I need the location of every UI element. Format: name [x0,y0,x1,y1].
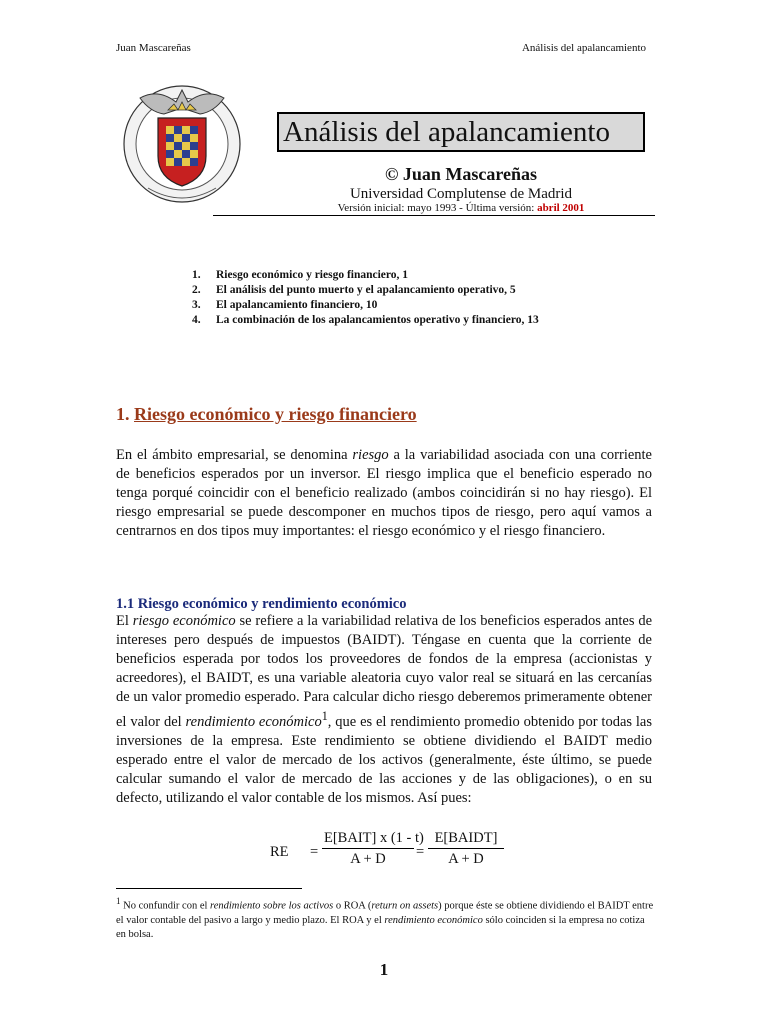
university-seal-logo [118,78,246,206]
paragraph-text: se refiere a la variabilidad relativa de los beneficios esperados antes de intereses pero después de impuestos (BAIDT). Téngase en cuenta que la corriente de beneficios esperada por todos los proveedores de fondos de la empresa (accionistas y acreedores), el BAIDT, es una variable aleatoria cuyo valor real se situará en las cercanías de un valor promedio esperado. Para calcular dicho riesgo deberemos primeramente obtener el valor del [116,613,653,730]
footnote-rule [116,888,302,889]
emphasis-text: rendimiento sobre los activos [210,900,334,912]
formula-equals: = [310,844,319,860]
emphasis-text: riesgo [352,447,389,463]
toc-item [192,298,539,313]
formula-equals: = [416,844,425,860]
university-name: Universidad Complutense de Madrid [349,186,573,202]
footnote-text: No confundir con el [120,900,211,912]
section-paragraph [116,446,652,541]
toc-item-number: 2. [192,284,201,296]
section-number: 1. [116,404,134,424]
footnote [116,894,656,942]
formula-fraction-1 [322,830,424,868]
emphasis-text: rendimiento económico [384,914,483,926]
emphasis-text: return on assets [371,900,439,912]
running-header-title: Análisis del apalancamiento [521,42,646,54]
emphasis-text: rendimiento económico [185,713,322,730]
document-author: © Juan Mascareñas [384,164,538,184]
re-formula [270,830,530,874]
table-of-contents [192,268,539,328]
toc-item-number: 3. [192,299,201,311]
fraction-denominator: A + D [350,851,386,867]
page-number: 1 [379,960,389,979]
toc-item [192,283,539,298]
version-date: abril 2001 [537,202,585,214]
formula-fraction-2 [428,830,504,868]
toc-item-number: 1. [192,269,201,281]
toc-item-number: 4. [192,314,201,326]
subsection-paragraph [116,612,652,808]
paragraph-text: a la variabilidad asociada con una corriente de beneficios esperados por un inversor. El riesgo implica que el beneficio esperado no tenga porqué coincidir con el beneficio realizado (ambos coincidirán si no hay riesgo). El riesgo empresarial se puede descomponer en muchos tipos de riesgo, pero aquí vamos a centrarnos en dos tipos muy importantes: el riesgo económico y el riesgo financiero. [116,447,652,539]
fraction-denominator: A + D [448,851,484,867]
subsection-heading: 1.1 Riesgo económico y rendimiento económico [116,596,407,612]
footnote-text: o ROA ( [333,900,372,912]
formula-lhs: RE [270,844,289,860]
version-line [277,202,645,214]
document-title: Análisis del apalancamiento [283,116,610,148]
fraction-numerator: E[BAIT] x (1 - t) [322,830,414,849]
document-title-box [277,112,645,152]
title-rule [213,215,655,216]
section-heading [116,404,417,425]
paragraph-text: En el ámbito empresarial, se denomina [116,447,353,463]
footnote-marker[interactable]: 1 [321,709,328,723]
toc-item-label: La combinación de los apalancamientos operativo y financiero, 13 [216,314,539,326]
emphasis-text: riesgo económico [132,613,236,629]
footnote-text: sólo coinciden si la empresa no cotiza en bolsa. [116,914,645,940]
section-title: Riesgo económico y riesgo financiero [134,404,417,424]
footnote-text: ) porque éste se obtiene dividiendo el BAIDT entre el valor contable del pasivo a largo y medio plazo. El ROA y el [116,900,654,926]
footnote-number: 1 [116,896,121,906]
toc-item [192,313,539,328]
paragraph-text: El [116,613,133,629]
running-header-author: Juan Mascareñas [116,42,191,54]
toc-item-label: El apalancamiento financiero, 10 [216,299,378,311]
fraction-numerator: E[BAIDT] [428,830,504,849]
paragraph-text: , que es el rendimiento promedio obtenido por todas las inversiones de la empresa. Este rendimiento se obtiene dividiendo el BAIDT medio esperado entre el valor de mercado de los activos (generalmente, éste último, se puede calcular sumando el valor de mercado de las acciones y de las obligaciones), o en su defecto, utilizando el valor contable de los mismos. Así pues: [116,713,653,806]
toc-item-label: El análisis del punto muerto y el apalancamiento operativo, 5 [216,284,516,296]
version-prefix: Versión inicial: mayo 1993 - Última versión: [337,202,538,214]
toc-item [192,268,539,283]
toc-item-label: Riesgo económico y riesgo financiero, 1 [216,269,409,281]
